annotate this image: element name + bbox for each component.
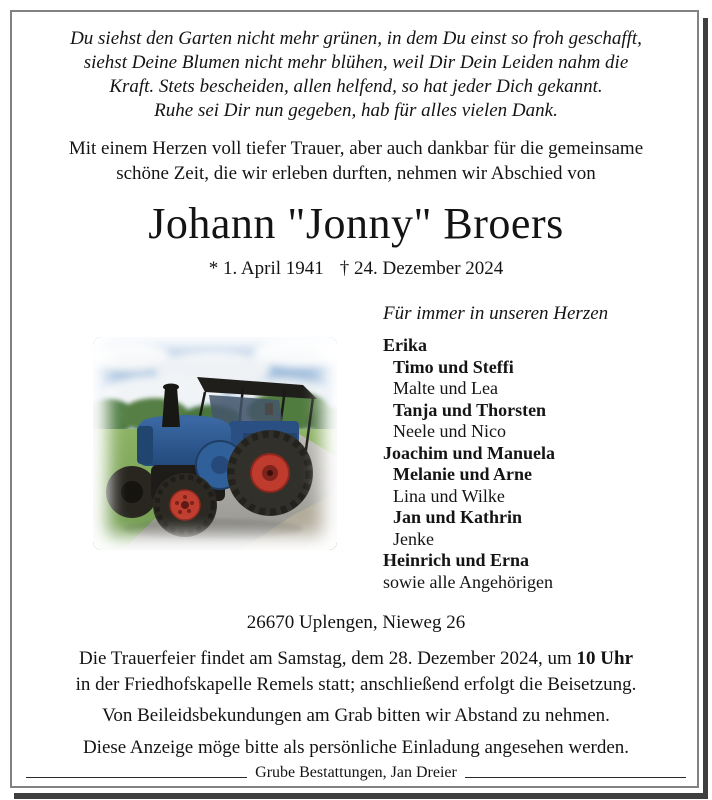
mourner-name: Tanja und Thorsten bbox=[393, 399, 547, 420]
mourner-name: Malte und Lea bbox=[393, 378, 498, 398]
signature-rule-right bbox=[465, 777, 686, 778]
poem-line: Ruhe sei Dir nun gegeben, hab für alles vielen Dank. bbox=[154, 100, 558, 121]
death-date: † 24. Dezember 2024 bbox=[339, 258, 504, 279]
tractor-photo bbox=[93, 337, 337, 550]
funeral-home-signature-row bbox=[26, 764, 686, 782]
poem-line: Kraft. Stets bescheiden, allen helfend, so hat jeder Dich gekannt. bbox=[109, 76, 603, 97]
mourner-name: Erika bbox=[383, 335, 428, 355]
poem-line: Du siehst den Garten nicht mehr grünen, in dem Du einst so froh geschafft, bbox=[70, 28, 642, 49]
service-line-1 bbox=[0, 646, 712, 672]
mourner-name: Melanie und Arne bbox=[393, 464, 533, 484]
intro-line: schöne Zeit, die wir erleben durften, nehmen wir Abschied von bbox=[116, 163, 596, 184]
home-address: 26670 Uplengen, Nieweg 26 bbox=[246, 612, 466, 633]
tractor-photo-illustration bbox=[93, 337, 337, 550]
deceased-name: Johann "Jonny" Broers bbox=[148, 199, 564, 248]
life-dates bbox=[0, 258, 712, 280]
frame-shadow-bottom bbox=[14, 793, 708, 799]
invitation-note: Diese Anzeige möge bitte als persönliche Einladung angesehen werden. bbox=[82, 737, 630, 758]
mourners-column bbox=[383, 303, 683, 593]
service-announcement bbox=[0, 646, 712, 698]
mourner-name: sowie alle Angehörigen bbox=[383, 571, 553, 592]
mourner-name: Neele und Nico bbox=[393, 421, 506, 441]
service-line-2: in der Friedhofskapelle Remels statt; anschließend erfolgt die Beisetzung. bbox=[75, 674, 637, 695]
mourner-list bbox=[383, 335, 683, 593]
poem-line: siehst Deine Blumen nicht mehr blühen, weil Dir Dein Leiden nahm die bbox=[83, 52, 629, 73]
birth-date: * 1. April 1941 bbox=[208, 258, 324, 279]
mourner-name: Heinrich und Erna bbox=[383, 550, 530, 570]
intro-line: Mit einem Herzen voll tiefer Trauer, aber auch dankbar für die gemeinsame bbox=[68, 138, 644, 159]
mourner-name: Lina und Wilke bbox=[393, 485, 505, 506]
signature-rule-left bbox=[26, 777, 247, 778]
service-time: 10 Uhr bbox=[576, 648, 634, 669]
mourner-name: Joachim und Manuela bbox=[383, 442, 556, 463]
mourner-name: Timo und Steffi bbox=[393, 356, 514, 377]
condolence-note: Von Beileidsbekundungen am Grab bitten wir Abstand zu nehmen. bbox=[102, 705, 610, 726]
mourner-name: Jan und Kathrin bbox=[393, 507, 523, 527]
mourner-name: Jenke bbox=[393, 528, 434, 549]
memorial-poem bbox=[0, 27, 712, 123]
remembrance-heading: Für immer in unseren Herzen bbox=[383, 303, 609, 324]
funeral-home-signature: Grube Bestattungen, Jan Dreier bbox=[255, 764, 457, 781]
service-line-1-text: Die Trauerfeier findet am Samstag, dem 28. Dezember 2024, um bbox=[78, 648, 577, 669]
farewell-intro bbox=[0, 136, 712, 186]
